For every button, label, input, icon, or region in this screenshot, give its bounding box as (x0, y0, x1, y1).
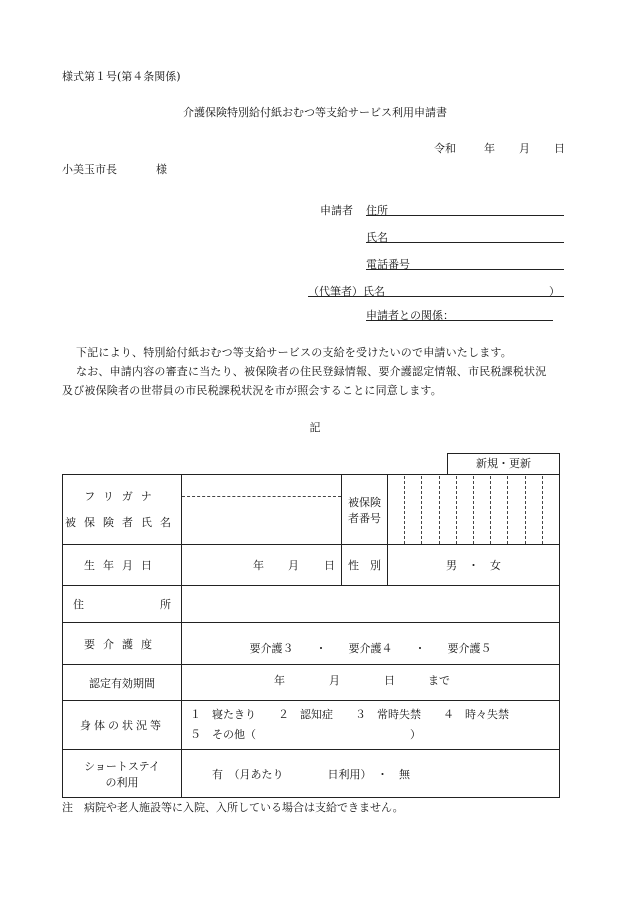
addressee-honorific: 様 (156, 163, 167, 176)
insured-number-label-cell (342, 475, 388, 545)
sex-label: 性 別 (342, 545, 388, 586)
applicant-address-label: 住所 (366, 204, 388, 217)
proxy-name-field[interactable] (308, 283, 564, 297)
relation-field[interactable] (366, 307, 553, 321)
insured-name-cell[interactable] (182, 475, 342, 545)
proxy-close-paren: ） (549, 285, 560, 298)
short-stay-value[interactable]: 有 （月あたり 日利用） ・ 無 (182, 750, 560, 798)
digit-box[interactable] (405, 476, 422, 544)
sex-options[interactable]: 男 ・ 女 (388, 545, 560, 586)
body-paragraph-2-line-2: 及び被保険者の世帯員の市民税課税状況を市が照会することに同意します。 (62, 384, 442, 397)
proxy-name-label: 氏名 (363, 285, 385, 298)
insured-number-digits[interactable] (388, 476, 559, 544)
birth-month: 月 (288, 559, 299, 572)
digit-box[interactable] (508, 476, 525, 544)
insured-number-label-line-2: 者番号 (348, 511, 381, 525)
short-stay-label-line-2: の利用 (105, 775, 139, 789)
form-title: 介護保険特別給付紙おむつ等支給サービス利用申請書 (183, 106, 447, 119)
addressee-city: 小美玉市長 (62, 163, 117, 176)
new-renewal-box[interactable] (447, 453, 560, 474)
validity-label: 認定有効期間 (63, 665, 182, 701)
birth-day: 日 (324, 559, 335, 572)
applicant-phone-field[interactable] (366, 256, 564, 270)
condition-options-line-1[interactable]: １ 寝たきり ２ 認知症 ３ 常時失禁 ４ 時々失禁 (190, 708, 509, 721)
short-stay-label-line-1: ショートステイ (84, 759, 160, 773)
care-level-label: 要介護度 (63, 623, 182, 665)
body-paragraph-1: 下記により、特別給付紙おむつ等支給サービスの支給を受けたいので申請いたします。 (76, 346, 512, 359)
form-number: 様式第１号(第４条関係) (62, 70, 181, 83)
address-input[interactable] (182, 586, 560, 623)
applicant-name-label: 氏名 (366, 231, 388, 244)
digit-box[interactable] (440, 476, 457, 544)
furigana-input[interactable] (182, 475, 341, 497)
insured-number-label-line-1: 被保険 (348, 495, 381, 509)
insured-name-input[interactable] (182, 497, 341, 544)
digit-box[interactable] (422, 476, 439, 544)
digit-box[interactable] (543, 476, 559, 544)
birth-date-cell[interactable] (182, 545, 342, 586)
applicant-phone-label: 電話番号 (366, 258, 410, 271)
digit-box[interactable] (474, 476, 491, 544)
validity-value[interactable]: 年 月 日 まで (182, 665, 560, 701)
applicant-address-field[interactable] (366, 202, 564, 216)
address-label-char-1: 住 (73, 598, 84, 611)
birth-date-label: 生年月日 (63, 545, 182, 586)
date-month: 月 (519, 142, 530, 155)
applicant-name-field[interactable] (366, 229, 564, 243)
digit-box[interactable] (491, 476, 508, 544)
proxy-label: （代筆者） (308, 285, 363, 298)
address-label-char-2: 所 (160, 598, 171, 611)
relation-label: 申請者との関係： (366, 309, 454, 322)
digit-box[interactable] (388, 476, 405, 544)
ki-label: 記 (309, 421, 321, 434)
new-renewal-label: 新規・更新 (476, 457, 531, 470)
insured-name-label: 被保険者氏名 (65, 515, 179, 529)
application-table (62, 474, 560, 798)
address-label-cell (63, 586, 182, 623)
date-era: 令和 (434, 142, 456, 155)
digit-box[interactable] (526, 476, 543, 544)
footnote: 注 病院や老人施設等に入院、入所している場合は支給できません。 (62, 801, 404, 814)
date-year: 年 (484, 142, 495, 155)
birth-year: 年 (253, 559, 264, 572)
condition-cell[interactable] (182, 701, 560, 750)
digit-box[interactable] (457, 476, 474, 544)
body-paragraph-2-line-1: なお、申請内容の審査に当たり、被保険者の住民登録情報、要介護認定情報、市民税課税状況 (76, 365, 547, 378)
insured-number-cell[interactable] (388, 475, 560, 545)
short-stay-label-cell (63, 750, 182, 798)
care-level-options[interactable]: 要介護３ ・ 要介護４ ・ 要介護５ (182, 623, 560, 665)
applicant-label: 申請者 (320, 204, 353, 217)
date-day: 日 (554, 142, 565, 155)
furigana-label: フリガナ (84, 489, 160, 503)
condition-options-line-2[interactable]: ５ その他（ ） (190, 728, 421, 741)
name-label-cell (63, 475, 182, 545)
condition-label: 身体の状況等 (63, 701, 182, 750)
